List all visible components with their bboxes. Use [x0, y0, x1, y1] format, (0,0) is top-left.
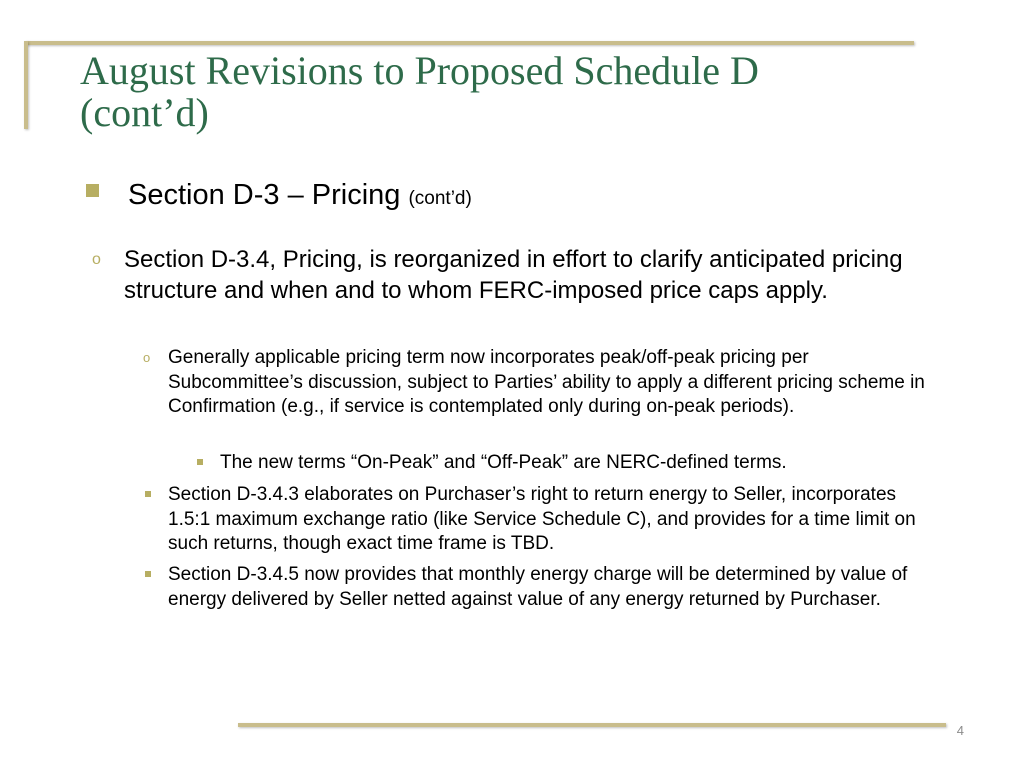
nested-bullet-text: The new terms “On-Peak” and “Off-Peak” are NERC-defined terms.: [220, 452, 787, 473]
bottom-decorative-rule: [238, 723, 946, 727]
top-decorative-rule: [26, 41, 914, 45]
page-number: 4: [956, 723, 964, 738]
sub-bullet-3: [143, 563, 943, 612]
slide-title-line-2: (cont’d): [80, 90, 209, 135]
slide-title-line-1: August Revisions to Proposed Schedule D: [80, 48, 759, 93]
sub-bullet-3-text: Section D-3.4.5 now provides that monthly energy charge will be determined by value of energy delivered by Seller netted against value of any energy returned by Purchaser.: [168, 564, 908, 610]
section-heading-text: [128, 179, 472, 211]
sub-bullet-2-text: Section D-3.4.3 elaborates on Purchaser’s right to return energy to Seller, incorporates 1.5:1 maximum exchange ratio (like Service Schedule C), and provides for a time limit on such returns, though exact time frame is TBD.: [168, 484, 916, 554]
circle-bullet-icon: o: [92, 251, 101, 268]
square-bullet-icon: [86, 184, 99, 197]
section-heading-suffix: (cont’d): [408, 188, 472, 209]
sub-bullet-1-text: Generally applicable pricing term now incorporates peak/off-peak pricing per Subcommittee’s discussion, subject to Parties’ ability to apply a different pricing scheme in Confirmation (e.g., if service is contemplated only during on-peak periods).: [168, 347, 925, 417]
circle-bullet-icon: o: [143, 350, 151, 365]
left-decorative-rule: [24, 41, 28, 129]
sub-bullet-2: [143, 483, 943, 557]
nested-bullet: [195, 451, 787, 475]
main-bullet-text: Section D-3.4, Pricing, is reorganized in effort to clarify anticipated pricing structure and when and to whom FERC-imposed price caps apply.: [124, 246, 903, 304]
square-bullet-icon: [145, 491, 151, 497]
main-bullet: [92, 244, 972, 306]
section-heading-label: Section D-3 – Pricing: [128, 179, 409, 211]
section-heading: [86, 178, 472, 216]
square-bullet-icon: [145, 571, 151, 577]
square-bullet-icon: [197, 459, 203, 465]
slide-title: [80, 50, 920, 134]
sub-bullet-1: [143, 346, 943, 420]
